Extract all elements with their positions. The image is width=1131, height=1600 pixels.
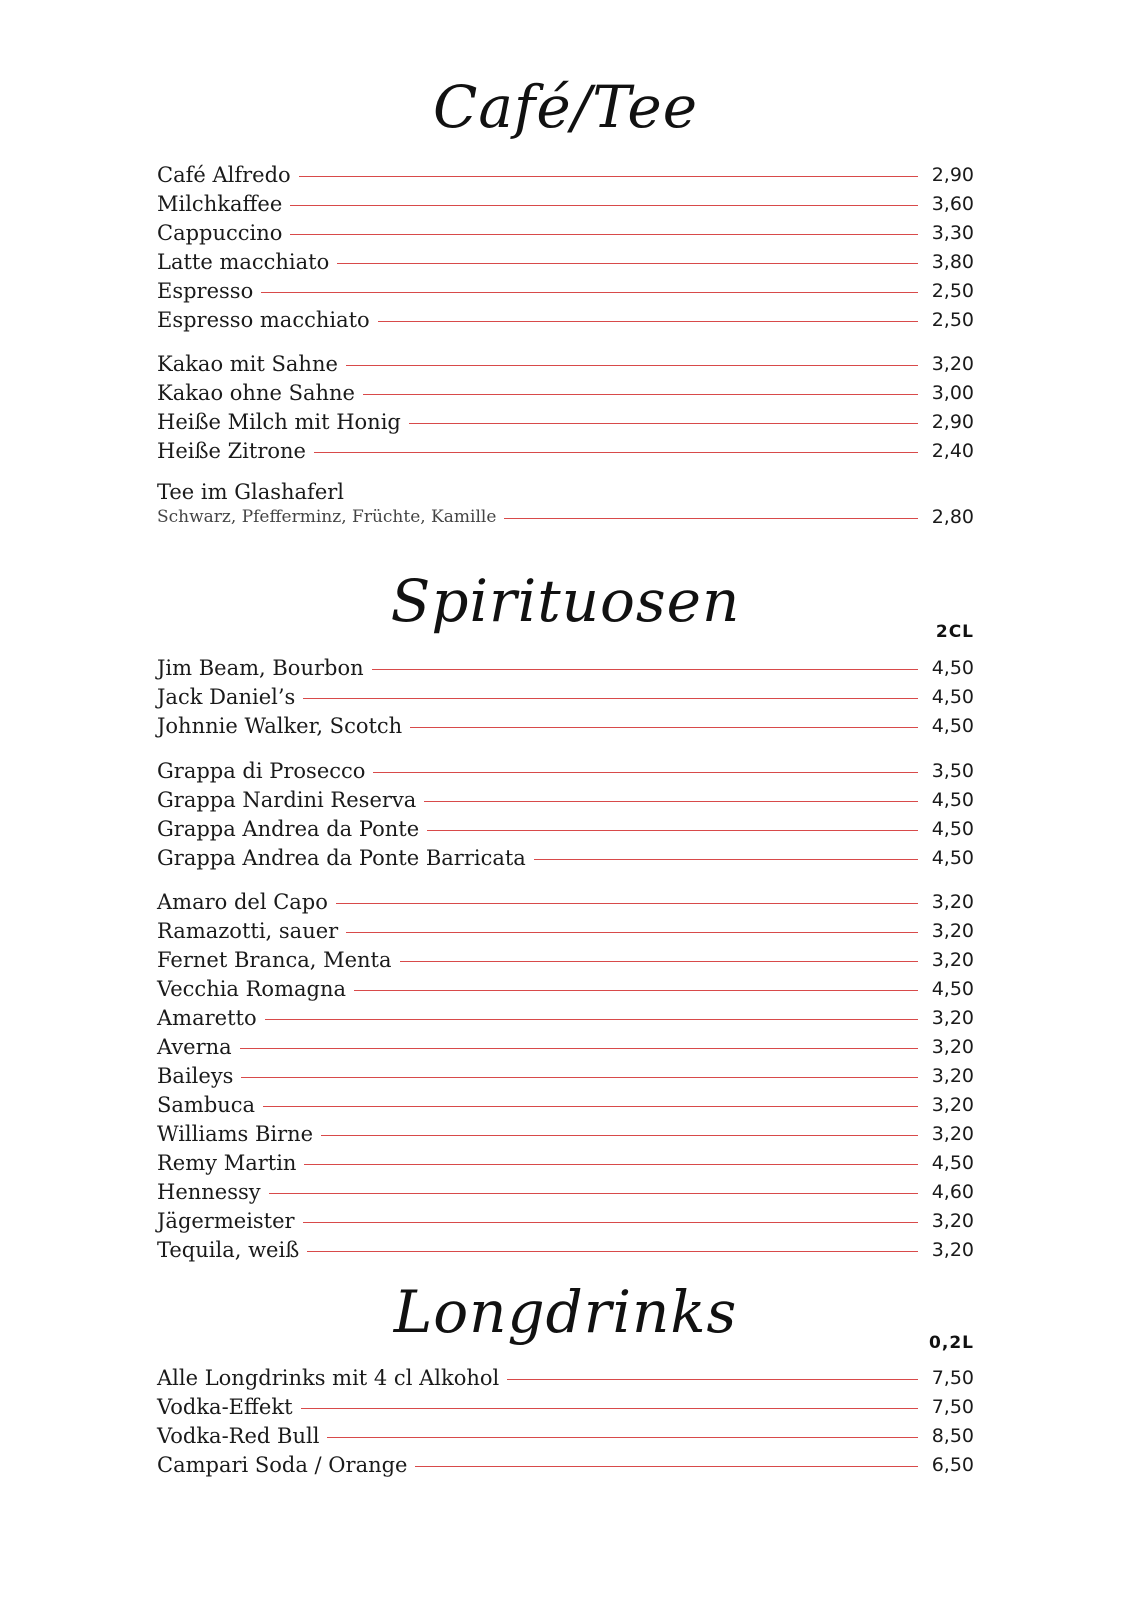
item-name: Hennessy — [157, 1180, 261, 1204]
menu-item-alle-longdrinks-mit-4-cl-alkohol — [157, 1365, 974, 1391]
menu-item-vodka-effekt — [157, 1394, 974, 1420]
item-price: 3,20 — [931, 1123, 974, 1145]
menu-section-longdrinks — [157, 0, 974, 1600]
item-price: 4,50 — [931, 847, 974, 869]
item-name: Ramazotti, sauer — [157, 919, 339, 943]
item-name: Amaretto — [157, 1006, 257, 1030]
serving-size-label: 2CL — [935, 622, 974, 642]
item-name: Sambuca — [157, 1093, 256, 1117]
item-name: Espresso — [157, 279, 254, 303]
item-name: Grappa Andrea da Ponte Barricata — [157, 846, 526, 870]
item-price: 3,20 — [931, 891, 974, 913]
item-price: 3,20 — [931, 1065, 974, 1087]
item-price: 4,50 — [931, 818, 974, 840]
item-name: Kakao mit Sahne — [157, 352, 338, 376]
item-name: Heiße Zitrone — [157, 439, 306, 463]
item-price: 8,50 — [931, 1425, 974, 1447]
item-name: Remy Martin — [157, 1151, 297, 1175]
item-price: 6,50 — [931, 1454, 974, 1476]
item-price: 4,50 — [931, 657, 974, 679]
item-name: Schwarz, Pfefferminz, Früchte, Kamille — [157, 507, 497, 527]
item-price: 2,50 — [931, 309, 974, 331]
item-price: 2,90 — [931, 411, 974, 433]
item-price: 3,20 — [931, 353, 974, 375]
leader-line — [327, 1437, 918, 1438]
item-price: 7,50 — [931, 1367, 974, 1389]
item-name: Averna — [157, 1035, 232, 1059]
item-price: 3,00 — [931, 382, 974, 404]
item-price: 7,50 — [931, 1396, 974, 1418]
item-name: Baileys — [157, 1064, 234, 1088]
item-price: 3,20 — [931, 1094, 974, 1116]
item-price: 3,20 — [931, 1239, 974, 1261]
item-price: 3,60 — [931, 193, 974, 215]
item-name: Jim Beam, Bourbon — [157, 656, 364, 680]
menu-item-campari-soda-orange — [157, 1452, 974, 1478]
item-price: 2,90 — [931, 164, 974, 186]
item-name: Cappuccino — [157, 221, 283, 245]
item-price: 3,20 — [931, 949, 974, 971]
item-price: 4,50 — [931, 686, 974, 708]
leader-line — [507, 1379, 918, 1380]
item-name: Grappa Nardini Reserva — [157, 788, 417, 812]
item-price: 3,20 — [931, 1036, 974, 1058]
item-name: Kakao ohne Sahne — [157, 381, 355, 405]
item-name: Vodka-Effekt — [157, 1395, 293, 1419]
item-price: 3,50 — [931, 760, 974, 782]
item-price: 3,20 — [931, 1210, 974, 1232]
item-name: Espresso macchiato — [157, 308, 370, 332]
item-price: 2,50 — [931, 280, 974, 302]
item-price: 2,40 — [931, 440, 974, 462]
item-price: 2,80 — [931, 506, 974, 528]
leader-line — [301, 1408, 918, 1409]
item-name: Grappa Andrea da Ponte — [157, 817, 420, 841]
item-name: Latte macchiato — [157, 250, 330, 274]
item-name: Grappa di Prosecco — [157, 759, 366, 783]
item-name: Café Alfredo — [157, 163, 291, 187]
item-price: 3,80 — [931, 251, 974, 273]
menu-item-vodka-red-bull — [157, 1423, 974, 1449]
section-title: Spirituosen — [390, 567, 741, 635]
item-name: Jack Daniel’s — [157, 685, 296, 709]
leader-line — [415, 1466, 918, 1467]
item-name: Amaro del Capo — [157, 890, 328, 914]
item-name: Vodka-Red Bull — [157, 1424, 320, 1448]
item-name: Tequila, weiß — [157, 1238, 300, 1262]
item-name: Johnnie Walker, Scotch — [157, 714, 403, 738]
item-price: 3,30 — [931, 222, 974, 244]
item-price: 3,20 — [931, 1007, 974, 1029]
item-name: Heiße Milch mit Honig — [157, 410, 401, 434]
section-title: Longdrinks — [393, 1278, 738, 1346]
section-title: Café/Tee — [432, 73, 699, 141]
tea-item-name: Tee im Glashaferl — [157, 480, 345, 504]
item-name: Fernet Branca, Menta — [157, 948, 392, 972]
item-price: 4,50 — [931, 789, 974, 811]
item-name: Alle Longdrinks mit 4 cl Alkohol — [157, 1366, 500, 1390]
item-price: 3,20 — [931, 920, 974, 942]
item-price: 4,60 — [931, 1181, 974, 1203]
item-name: Campari Soda / Orange — [157, 1453, 408, 1477]
item-price: 4,50 — [931, 978, 974, 1000]
item-name: Williams Birne — [157, 1122, 314, 1146]
item-price: 4,50 — [931, 1152, 974, 1174]
item-name: Jägermeister — [157, 1209, 295, 1233]
serving-size-label: 0,2L — [929, 1333, 974, 1353]
item-price: 4,50 — [931, 715, 974, 737]
item-name: Vecchia Romagna — [157, 977, 346, 1001]
item-name: Milchkaffee — [157, 192, 283, 216]
